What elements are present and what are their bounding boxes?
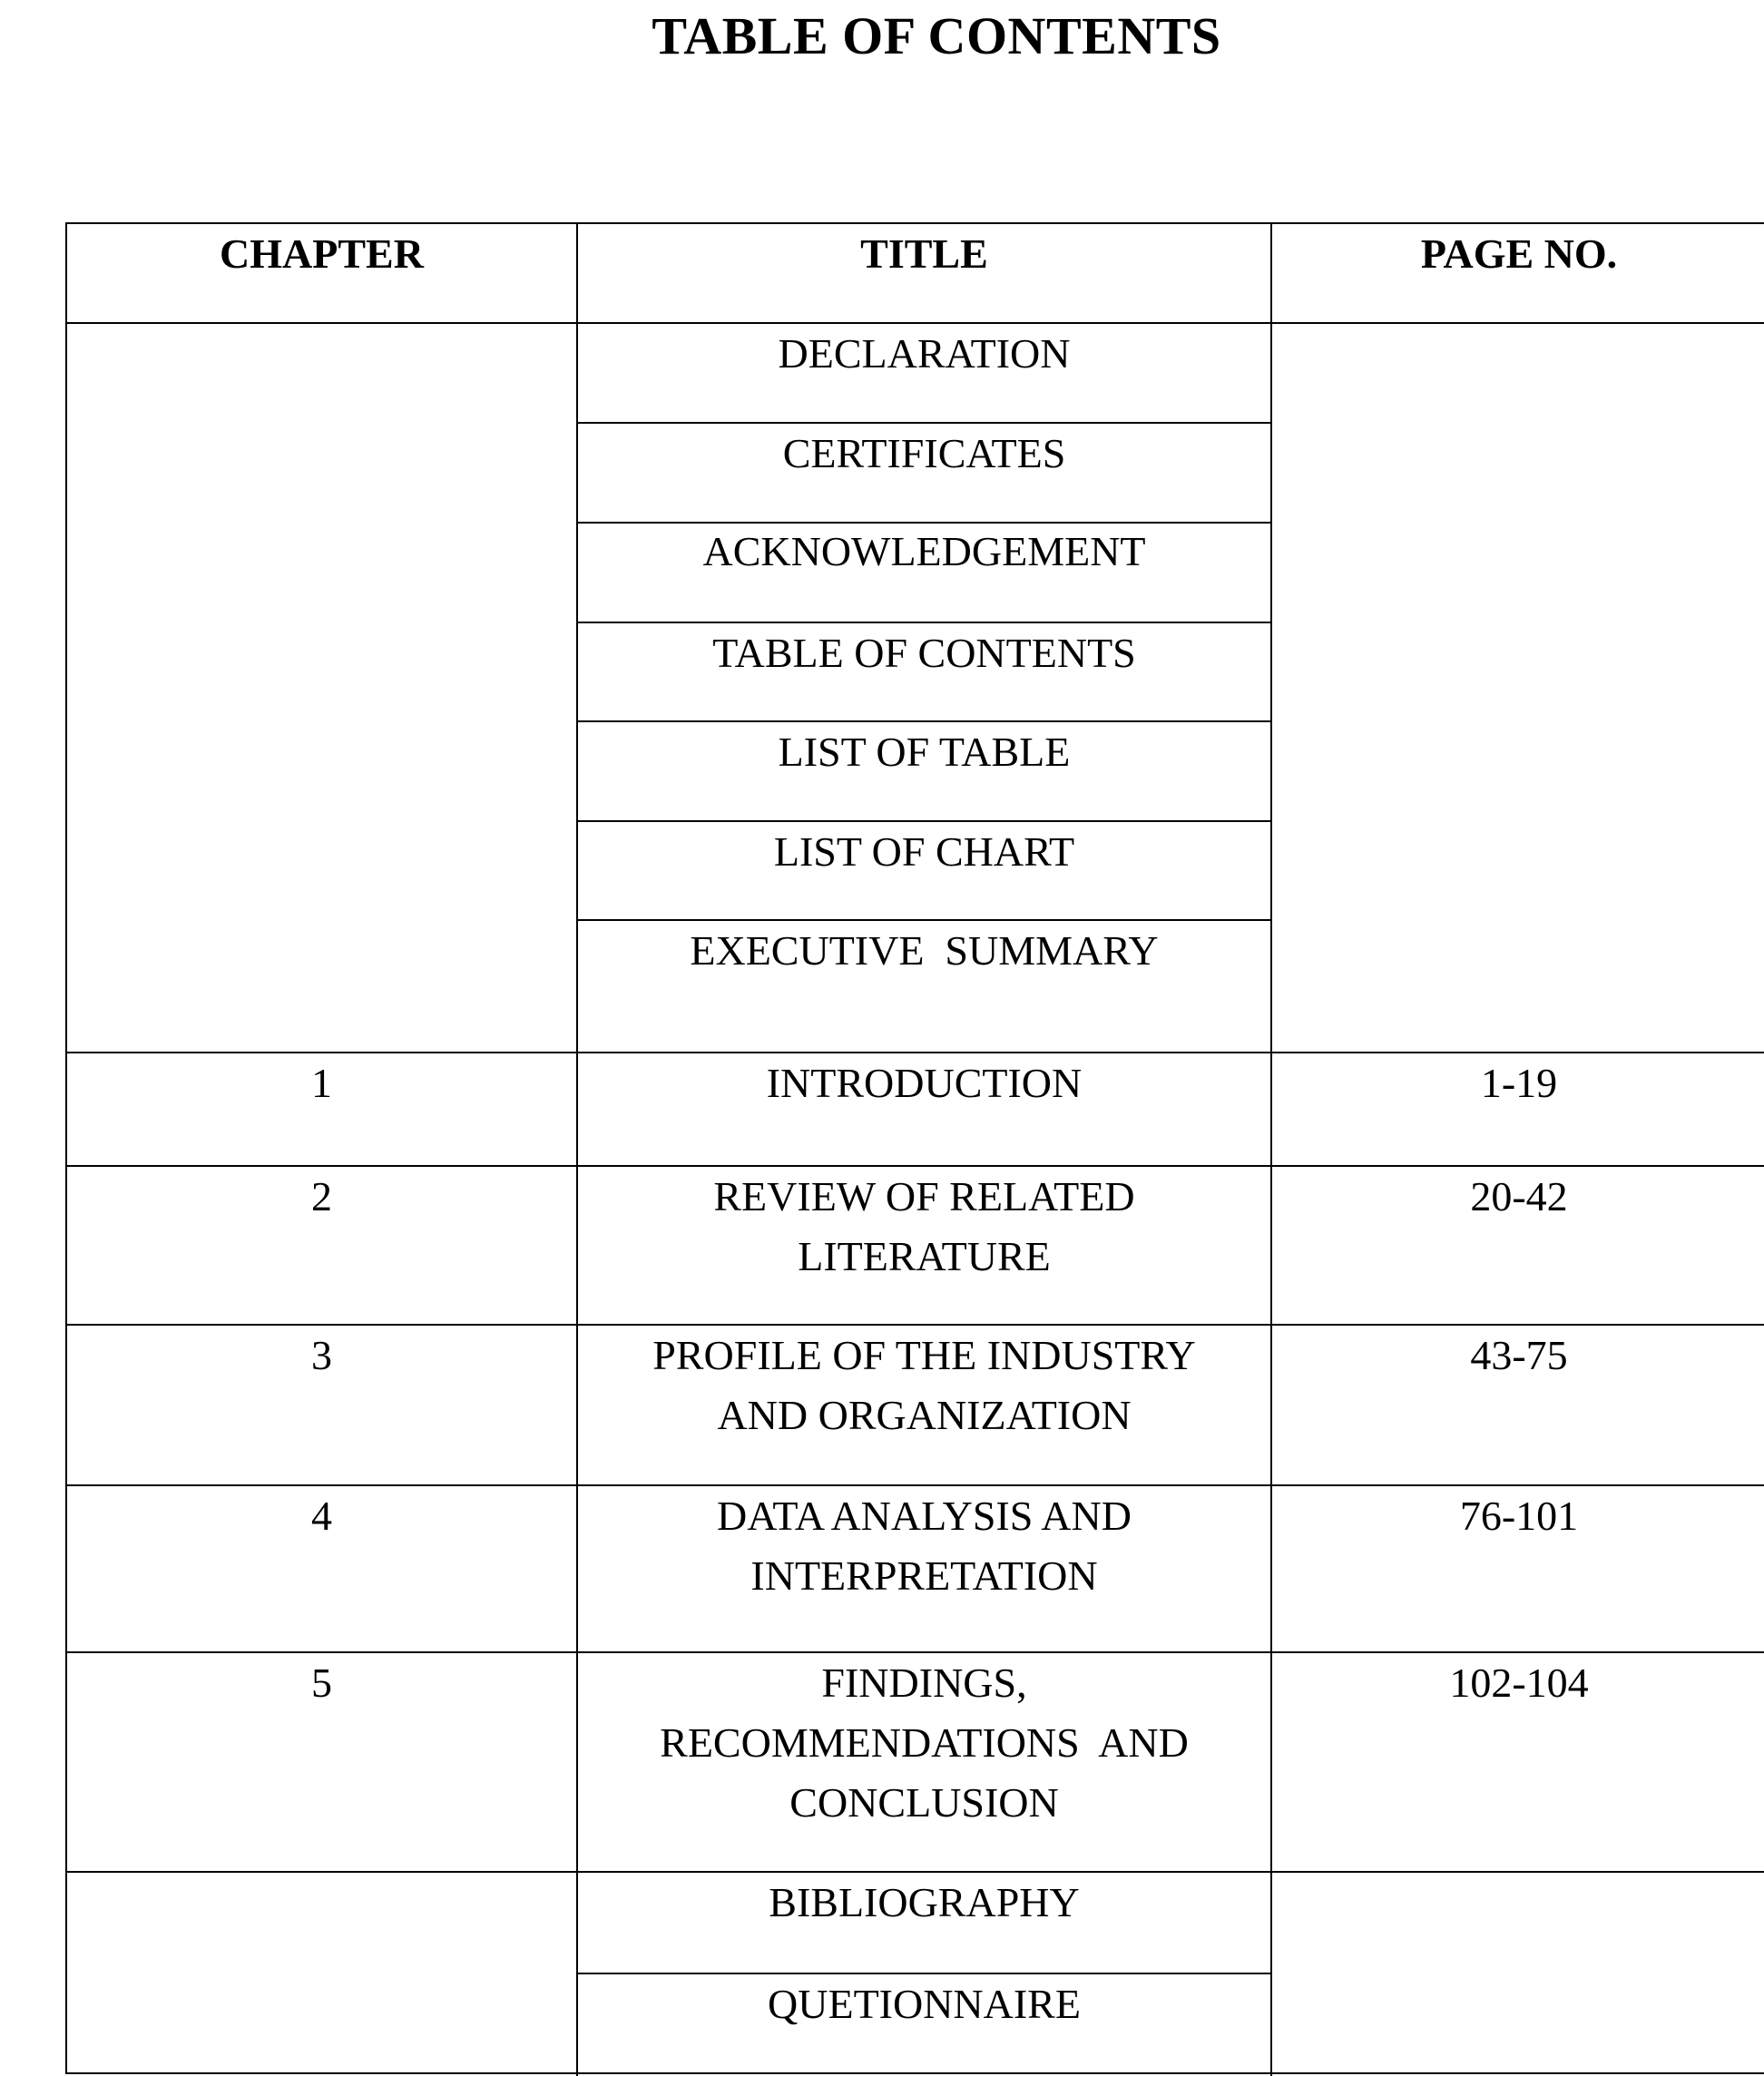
chapter-number: 4 [311, 1493, 332, 1539]
chapter-title: FINDINGS, RECOMMENDATIONS AND CONCLUSION [660, 1660, 1200, 1826]
front-matter-acknowledgement: ACKNOWLEDGEMENT [702, 528, 1146, 574]
chapter-pages: 20-42 [1470, 1173, 1568, 1219]
chapter-title: DATA ANALYSIS AND INTERPRETATION [717, 1493, 1132, 1599]
front-matter-executive-summary: EXECUTIVE SUMMARY [690, 927, 1159, 974]
chapter-number: 1 [311, 1060, 332, 1106]
page-title: TABLE OF CONTENTS [652, 6, 1221, 65]
header-title: TITLE [860, 230, 988, 277]
chapter-title: INTRODUCTION [766, 1060, 1083, 1106]
chapter-number: 2 [311, 1173, 332, 1219]
back-matter-bibliography: BIBLIOGRAPHY [769, 1879, 1080, 1925]
chapter-number: 3 [311, 1332, 332, 1378]
chapter-pages: 1-19 [1480, 1060, 1558, 1106]
chapter-pages: 102-104 [1449, 1660, 1589, 1706]
chapter-title: REVIEW OF RELATED LITERATURE [713, 1173, 1135, 1279]
chapter-pages: 76-101 [1459, 1493, 1579, 1539]
front-matter-list-of-chart: LIST OF CHART [773, 828, 1075, 875]
front-matter-table-of-contents: TABLE OF CONTENTS [712, 630, 1136, 676]
chapter-pages: 43-75 [1470, 1332, 1568, 1378]
chapter-number: 5 [311, 1660, 332, 1706]
header-page-no: PAGE NO. [1420, 230, 1618, 277]
back-matter-questionnaire: QUETIONNAIRE [768, 1981, 1081, 2027]
header-chapter: CHAPTER [220, 230, 424, 277]
chapter-title: PROFILE OF THE INDUSTRY AND ORGANIZATION [652, 1332, 1196, 1438]
front-matter-declaration: DECLARATION [778, 330, 1071, 377]
toc-table [65, 222, 1764, 2074]
front-matter-list-of-table: LIST OF TABLE [778, 729, 1071, 775]
front-matter-certificates: CERTIFICATES [782, 430, 1066, 476]
